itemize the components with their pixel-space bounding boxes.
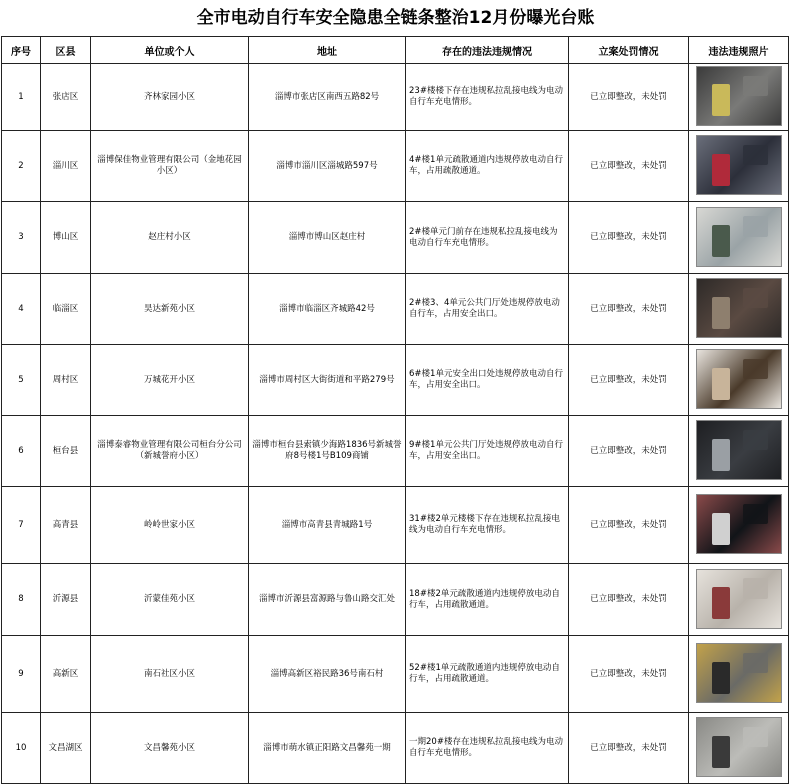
penalty-cell: 已立即整改，未处罚 [569,564,689,636]
district-cell: 博山区 [41,202,91,274]
district-cell: 临淄区 [41,274,91,345]
violation-photo-cell [689,487,789,564]
row-number: 10 [2,713,41,784]
row-number: 9 [2,636,41,713]
unit-cell: 齐林家园小区 [91,64,249,131]
issue-cell: 23#楼楼下存在违规私拉乱接电线为电动自行车充电情形。 [406,64,569,131]
ledger-table [1,36,789,784]
table-row [2,64,789,131]
violation-photo-cell [689,564,789,636]
page-title: 全市电动自行车安全隐患全链条整治12月份曝光台账 [196,8,595,28]
district-cell: 淄川区 [41,131,91,202]
photo-icon[interactable] [696,717,782,777]
issue-cell: 9#楼1单元公共门厅处违规停放电动自行车，占用安全出口。 [406,416,569,487]
address-cell: 淄博市高青县青城路1号 [249,487,406,564]
penalty-cell: 已立即整改，未处罚 [569,345,689,416]
violation-photo-cell [689,636,789,713]
photo-icon[interactable] [696,278,782,338]
photo-icon[interactable] [696,569,782,629]
unit-cell: 南石社区小区 [91,636,249,713]
district-cell: 沂源县 [41,564,91,636]
unit-cell: 赵庄村小区 [91,202,249,274]
penalty-cell: 已立即整改，未处罚 [569,636,689,713]
penalty-cell: 已立即整改，未处罚 [569,416,689,487]
issue-cell: 4#楼1单元疏散通道内违规停放电动自行车，占用疏散通道。 [406,131,569,202]
col-header-address: 地址 [249,37,406,64]
row-number: 4 [2,274,41,345]
table-row [2,416,789,487]
table-row [2,274,789,345]
address-cell: 淄博市临淄区齐城路42号 [249,274,406,345]
address-cell: 淄博市周村区大街街道和平路279号 [249,345,406,416]
col-header-no: 序号 [2,37,41,64]
violation-photo-cell [689,202,789,274]
district-cell: 张店区 [41,64,91,131]
unit-cell: 淄博保佳物业管理有限公司（金地花园小区） [91,131,249,202]
table-body [2,64,789,784]
unit-cell: 万城花开小区 [91,345,249,416]
col-header-issue: 存在的违法违规情况 [406,37,569,64]
district-cell: 桓台县 [41,416,91,487]
issue-cell: 6#楼1单元安全出口处违规停放电动自行车，占用安全出口。 [406,345,569,416]
violation-photo-cell [689,345,789,416]
issue-cell: 18#楼2单元疏散通道内违规停放电动自行车，占用疏散通道。 [406,564,569,636]
unit-cell: 沂蒙佳苑小区 [91,564,249,636]
penalty-cell: 已立即整改，未处罚 [569,487,689,564]
violation-photo-cell [689,64,789,131]
address-cell: 淄博市淄川区淄城路597号 [249,131,406,202]
district-cell: 高新区 [41,636,91,713]
violation-photo-cell [689,713,789,784]
photo-icon[interactable] [696,349,782,409]
col-header-photo: 违法违规照片 [689,37,789,64]
penalty-cell: 已立即整改，未处罚 [569,202,689,274]
penalty-cell: 已立即整改，未处罚 [569,274,689,345]
header-row [2,37,789,64]
penalty-cell: 已立即整改，未处罚 [569,131,689,202]
issue-cell: 52#楼1单元疏散通道内违规停放电动自行车，占用疏散通道。 [406,636,569,713]
row-number: 1 [2,64,41,131]
district-cell: 周村区 [41,345,91,416]
address-cell: 淄博市博山区赵庄村 [249,202,406,274]
photo-icon[interactable] [696,643,782,703]
penalty-cell: 已立即整改，未处罚 [569,713,689,784]
row-number: 5 [2,345,41,416]
violation-photo-cell [689,131,789,202]
table-row [2,345,789,416]
issue-cell: 31#楼2单元楼楼下存在违规私拉乱接电线为电动自行车充电情形。 [406,487,569,564]
row-number: 3 [2,202,41,274]
address-cell: 淄博高新区裕民路36号南石村 [249,636,406,713]
col-header-unit: 单位或个人 [91,37,249,64]
address-cell: 淄博市桓台县索镇少海路1836号新城誉府8号楼1号B109商铺 [249,416,406,487]
photo-icon[interactable] [696,135,782,195]
penalty-cell: 已立即整改，未处罚 [569,64,689,131]
issue-cell: 2#楼3、4单元公共门厅处违规停放电动自行车，占用安全出口。 [406,274,569,345]
photo-icon[interactable] [696,420,782,480]
photo-icon[interactable] [696,494,782,554]
photo-icon[interactable] [696,66,782,126]
violation-photo-cell [689,274,789,345]
unit-cell: 昊达新苑小区 [91,274,249,345]
table-row [2,131,789,202]
unit-cell: 淄博泰睿物业管理有限公司桓台分公司（新城誉府小区） [91,416,249,487]
issue-cell: 2#楼单元门前存在违规私拉乱接电线为电动自行车充电情形。 [406,202,569,274]
address-cell: 淄博市张店区南西五路82号 [249,64,406,131]
table-row [2,636,789,713]
issue-cell: 一期20#楼存在违规私拉乱接电线为电动自行车充电情形。 [406,713,569,784]
col-header-district: 区县 [41,37,91,64]
row-number: 7 [2,487,41,564]
address-cell: 淄博市萌水镇正阳路文昌馨苑一期 [249,713,406,784]
unit-cell: 岭岭世家小区 [91,487,249,564]
photo-icon[interactable] [696,207,782,267]
table-row [2,202,789,274]
col-header-penalty: 立案处罚情况 [569,37,689,64]
table-row [2,487,789,564]
violation-photo-cell [689,416,789,487]
district-cell: 文昌湖区 [41,713,91,784]
row-number: 8 [2,564,41,636]
district-cell: 高青县 [41,487,91,564]
address-cell: 淄博市沂源县富源路与鲁山路交汇处 [249,564,406,636]
unit-cell: 文昌馨苑小区 [91,713,249,784]
table-row [2,713,789,784]
row-number: 6 [2,416,41,487]
table-row [2,564,789,636]
row-number: 2 [2,131,41,202]
